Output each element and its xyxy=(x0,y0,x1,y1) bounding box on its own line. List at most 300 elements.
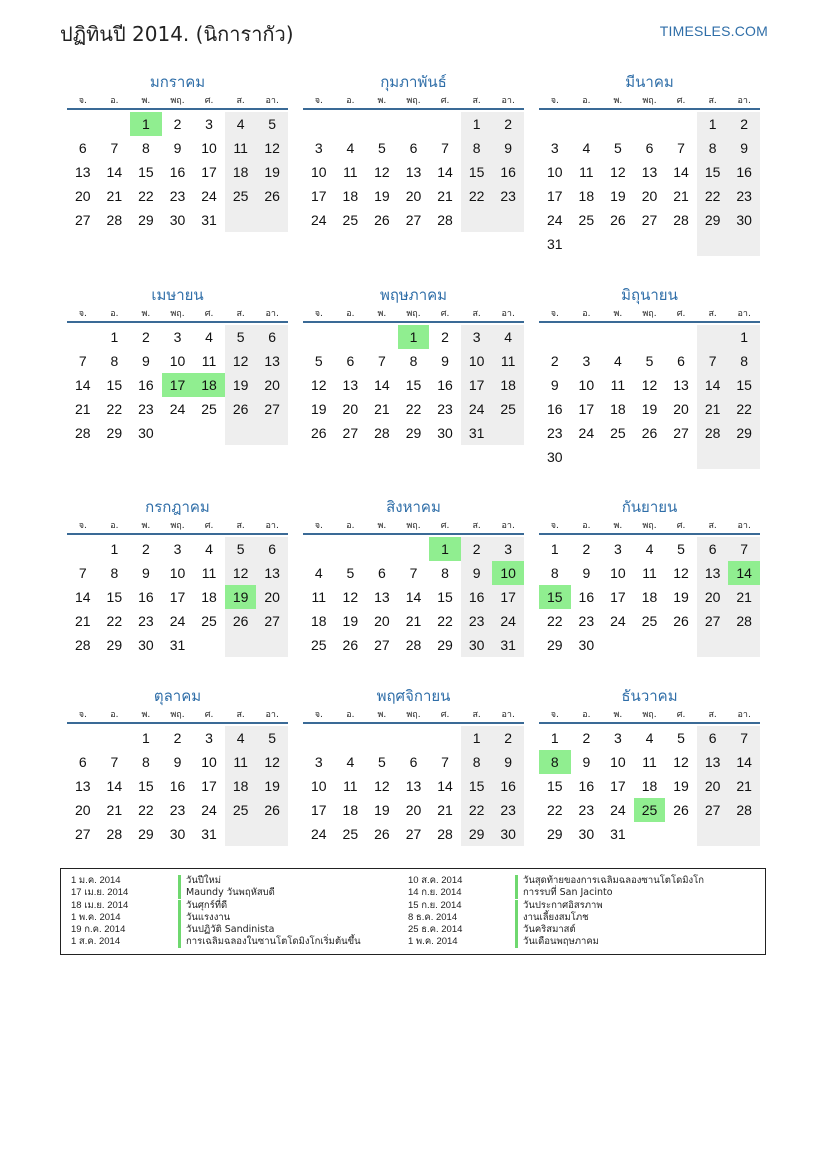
day-cell: 30 xyxy=(437,425,453,441)
day-cell: 20 xyxy=(256,585,288,609)
day-cell: 16 xyxy=(578,589,595,605)
weekend-empty-cell xyxy=(225,633,257,657)
day-cell: 17 xyxy=(610,589,626,605)
day-cell: 8 xyxy=(461,750,493,774)
day-cell: 13 xyxy=(673,377,689,393)
day-cell: 2 xyxy=(728,112,760,136)
day-cell: 4 xyxy=(205,541,213,557)
legend-holiday-name: วันแรงงาน xyxy=(178,912,230,924)
weekday-label: จ. xyxy=(550,96,559,106)
day-cell: 20 xyxy=(74,802,91,818)
day-cell: 6 xyxy=(697,726,729,750)
day-cell: 17 xyxy=(201,778,217,794)
day-cell: 30 xyxy=(578,637,595,653)
month-name: พฤศจิกายน xyxy=(376,687,451,705)
day-cell: 21 xyxy=(405,613,422,629)
weekend-empty-cell xyxy=(256,208,288,232)
day-cell: 16 xyxy=(138,377,154,393)
day-cell: 28 xyxy=(673,212,689,228)
day-cell: 29 xyxy=(106,425,123,441)
weekday-label: ส. xyxy=(472,521,481,531)
weekend-empty-cell xyxy=(697,325,729,349)
day-cell: 7 xyxy=(78,565,87,581)
day-cell: 10 xyxy=(201,140,217,156)
day-cell: 21 xyxy=(673,188,689,204)
day-cell: 30 xyxy=(138,637,154,653)
day-cell: 13 xyxy=(256,561,288,585)
day-cell: 1 xyxy=(728,325,760,349)
day-cell: 27 xyxy=(74,212,91,228)
weekday-label: ส. xyxy=(236,309,245,319)
day-cell: 27 xyxy=(256,609,288,633)
day-cell: 26 xyxy=(225,609,257,633)
day-cell: 1 xyxy=(461,112,493,136)
weekday-label: อา. xyxy=(501,710,515,720)
day-cell: 10 xyxy=(546,164,563,180)
weekday-label: พ. xyxy=(613,521,623,531)
day-cell: 19 xyxy=(610,188,626,204)
day-cell: 25 xyxy=(201,401,217,417)
day-cell: 14 xyxy=(673,164,689,180)
day-cell: 29 xyxy=(546,826,563,842)
day-cell: 30 xyxy=(578,826,595,842)
day-cell: 22 xyxy=(138,188,154,204)
month-name: สิงหาคม xyxy=(386,498,441,516)
day-cell: 2 xyxy=(492,726,524,750)
day-cell: 14 xyxy=(697,373,729,397)
weekday-label: อ. xyxy=(110,521,119,531)
weekday-header xyxy=(539,306,760,323)
weekday-label: ศ. xyxy=(440,710,450,720)
legend-holiday-name: วันศุกร์ที่ดี xyxy=(178,900,227,912)
day-cell: 8 xyxy=(441,565,449,581)
day-cell: 5 xyxy=(614,140,622,156)
holiday-day-cell: 8 xyxy=(539,750,571,774)
day-cell: 3 xyxy=(314,754,323,770)
weekday-header xyxy=(303,707,524,724)
day-cell: 20 xyxy=(256,373,288,397)
day-cell: 28 xyxy=(697,421,729,445)
weekday-label: ส. xyxy=(708,309,717,319)
weekday-label: พ. xyxy=(377,96,387,106)
day-cell: 29 xyxy=(138,826,154,842)
day-cell: 26 xyxy=(610,212,626,228)
day-cell: 16 xyxy=(138,589,154,605)
day-cell: 7 xyxy=(409,565,418,581)
weekend-empty-cell xyxy=(461,208,493,232)
day-cell: 23 xyxy=(169,802,186,818)
day-cell: 22 xyxy=(138,802,154,818)
day-cell: 13 xyxy=(697,561,729,585)
weekday-label: อ. xyxy=(582,710,591,720)
day-cell: 29 xyxy=(106,637,123,653)
day-cell: 4 xyxy=(225,112,257,136)
day-cell: 18 xyxy=(492,373,524,397)
day-cell: 2 xyxy=(441,329,449,345)
day-cell: 18 xyxy=(342,188,359,204)
weekday-label: พฤ. xyxy=(642,710,657,720)
weekday-label: อา. xyxy=(737,96,751,106)
day-cell: 12 xyxy=(673,565,689,581)
weekday-label: พฤ. xyxy=(406,96,421,106)
day-cell: 23 xyxy=(138,401,154,417)
month-name: ธันวาคม xyxy=(621,687,678,705)
day-cell: 6 xyxy=(256,537,288,561)
day-cell: 26 xyxy=(342,637,359,653)
weekday-label: พฤ. xyxy=(642,309,657,319)
day-cell: 3 xyxy=(614,541,622,557)
legend-date: 14 ก.ย. 2014 xyxy=(408,887,462,899)
month-name: เมษายน xyxy=(151,286,204,304)
day-cell: 17 xyxy=(578,401,595,417)
holiday-day-cell: 1 xyxy=(429,537,461,561)
day-cell: 1 xyxy=(550,541,559,557)
day-cell: 22 xyxy=(405,401,422,417)
legend-date: 17 เม.ย. 2014 xyxy=(71,887,129,899)
day-cell: 6 xyxy=(409,754,418,770)
day-cell: 2 xyxy=(461,537,493,561)
day-cell: 12 xyxy=(256,750,288,774)
day-cell: 7 xyxy=(728,726,760,750)
weekday-label: ส. xyxy=(472,96,481,106)
day-cell: 30 xyxy=(728,208,760,232)
day-cell: 17 xyxy=(610,778,626,794)
day-cell: 23 xyxy=(578,802,595,818)
day-cell: 8 xyxy=(142,140,150,156)
day-cell: 13 xyxy=(256,349,288,373)
weekday-label: ศ. xyxy=(440,309,450,319)
weekend-empty-cell xyxy=(225,822,257,846)
day-cell: 19 xyxy=(374,802,390,818)
holiday-day-cell: 10 xyxy=(492,561,524,585)
day-cell: 30 xyxy=(492,822,524,846)
day-cell: 31 xyxy=(546,236,563,252)
day-cell: 2 xyxy=(173,730,182,746)
weekend-empty-cell xyxy=(225,421,257,445)
day-cell: 28 xyxy=(106,212,123,228)
holiday-day-cell: 14 xyxy=(728,561,760,585)
day-cell: 4 xyxy=(582,140,591,156)
day-cell: 16 xyxy=(437,377,453,393)
day-cell: 9 xyxy=(582,565,591,581)
holiday-day-cell: 1 xyxy=(130,112,162,136)
legend-date: 1 ส.ค. 2014 xyxy=(71,936,121,948)
weekday-label: ศ. xyxy=(676,309,686,319)
day-cell: 3 xyxy=(550,140,559,156)
day-cell: 14 xyxy=(74,589,91,605)
legend-date: 15 ก.ย. 2014 xyxy=(408,899,462,911)
day-cell: 27 xyxy=(697,609,729,633)
day-cell: 9 xyxy=(441,353,449,369)
weekday-label: พฤ. xyxy=(170,96,185,106)
day-cell: 12 xyxy=(641,377,658,393)
weekend-empty-cell xyxy=(728,822,760,846)
day-cell: 24 xyxy=(201,802,217,818)
weekday-label: ศ. xyxy=(676,521,686,531)
legend-holiday-name: วันปีใหม่ xyxy=(178,875,221,887)
day-cell: 25 xyxy=(342,212,359,228)
legend-holiday-name: การรบที่ San Jacinto xyxy=(515,887,613,899)
day-cell: 24 xyxy=(610,613,626,629)
month-name: พฤษภาคม xyxy=(379,286,448,304)
legend-date: 18 เม.ย. 2014 xyxy=(71,899,129,911)
weekday-label: จ. xyxy=(314,710,323,720)
day-cell: 9 xyxy=(173,140,182,156)
day-cell: 9 xyxy=(550,377,559,393)
holiday-day-cell: 15 xyxy=(539,585,571,609)
weekend-empty-cell xyxy=(728,232,760,256)
legend-date: 8 ธ.ค. 2014 xyxy=(408,911,458,923)
day-cell: 22 xyxy=(461,184,493,208)
legend-date: 1 ม.ค. 2014 xyxy=(71,875,121,886)
day-cell: 29 xyxy=(405,425,422,441)
weekday-header xyxy=(303,93,524,110)
day-cell: 24 xyxy=(310,826,327,842)
day-cell: 26 xyxy=(673,613,689,629)
day-cell: 20 xyxy=(673,401,689,417)
day-cell: 11 xyxy=(579,164,594,180)
day-cell: 30 xyxy=(169,212,186,228)
weekday-label: จ. xyxy=(314,309,323,319)
day-cell: 7 xyxy=(378,353,386,369)
day-cell: 11 xyxy=(343,778,358,794)
day-cell: 20 xyxy=(374,613,390,629)
day-cell: 22 xyxy=(106,401,123,417)
day-cell: 25 xyxy=(578,212,595,228)
weekday-label: จ. xyxy=(78,710,87,720)
day-cell: 17 xyxy=(310,188,327,204)
day-cell: 6 xyxy=(645,140,654,156)
day-cell: 5 xyxy=(677,730,685,746)
day-cell: 1 xyxy=(550,730,559,746)
day-cell: 21 xyxy=(728,585,760,609)
weekday-label: อา. xyxy=(265,521,279,531)
month-name: ตุลาคม xyxy=(153,687,202,705)
day-cell: 31 xyxy=(492,633,524,657)
weekday-label: จ. xyxy=(550,710,559,720)
weekday-label: จ. xyxy=(550,309,559,319)
weekend-empty-cell xyxy=(256,421,288,445)
day-cell: 3 xyxy=(582,353,591,369)
weekday-header xyxy=(67,93,288,110)
day-cell: 5 xyxy=(314,353,323,369)
day-cell: 18 xyxy=(641,589,658,605)
legend-holiday-name: การเฉลิมฉลองในซานโตโดมิงโกเริ่มต้นขึ้น xyxy=(178,936,361,948)
day-cell: 11 xyxy=(225,750,257,774)
day-cell: 12 xyxy=(374,164,390,180)
weekday-label: พ. xyxy=(141,710,151,720)
weekday-label: ศ. xyxy=(440,96,450,106)
brand-link[interactable]: TIMESLES.COM xyxy=(659,23,768,39)
day-cell: 16 xyxy=(492,774,524,798)
day-cell: 14 xyxy=(437,164,453,180)
day-cell: 6 xyxy=(256,325,288,349)
day-cell: 7 xyxy=(441,754,449,770)
day-cell: 14 xyxy=(74,377,91,393)
day-cell: 10 xyxy=(169,565,186,581)
day-cell: 13 xyxy=(405,778,422,794)
legend-holiday-name: งานเลี้ยงสมโภช xyxy=(515,912,589,924)
month-name: กันยายน xyxy=(621,498,678,516)
day-cell: 23 xyxy=(578,613,595,629)
day-cell: 19 xyxy=(641,401,658,417)
day-cell: 8 xyxy=(409,353,418,369)
day-cell: 28 xyxy=(374,425,390,441)
day-cell: 6 xyxy=(697,537,729,561)
day-cell: 7 xyxy=(728,537,760,561)
day-cell: 2 xyxy=(550,353,559,369)
day-cell: 31 xyxy=(201,826,217,842)
day-cell: 22 xyxy=(106,613,123,629)
legend-date: 10 ส.ค. 2014 xyxy=(408,875,463,886)
weekday-label: อ. xyxy=(346,309,355,319)
day-cell: 29 xyxy=(461,822,493,846)
day-cell: 28 xyxy=(74,637,91,653)
weekday-label: อ. xyxy=(110,96,119,106)
day-cell: 12 xyxy=(225,349,257,373)
day-cell: 4 xyxy=(614,353,622,369)
day-cell: 11 xyxy=(311,589,327,605)
weekday-header xyxy=(67,306,288,323)
day-cell: 18 xyxy=(578,188,595,204)
day-cell: 4 xyxy=(645,541,654,557)
day-cell: 5 xyxy=(346,565,355,581)
day-cell: 27 xyxy=(256,397,288,421)
day-cell: 15 xyxy=(697,160,729,184)
day-cell: 25 xyxy=(225,184,257,208)
day-cell: 16 xyxy=(461,585,493,609)
weekday-label: ศ. xyxy=(204,521,214,531)
weekday-label: จ. xyxy=(314,521,323,531)
day-cell: 3 xyxy=(614,730,622,746)
day-cell: 18 xyxy=(201,589,217,605)
day-cell: 13 xyxy=(374,589,390,605)
holiday-day-cell: 17 xyxy=(162,373,194,397)
weekday-label: พฤ. xyxy=(170,521,185,531)
weekday-label: ส. xyxy=(472,309,481,319)
legend-date: 19 ก.ค. 2014 xyxy=(71,924,126,936)
day-cell: 12 xyxy=(256,136,288,160)
day-cell: 27 xyxy=(342,425,359,441)
day-cell: 18 xyxy=(310,613,327,629)
day-cell: 25 xyxy=(310,637,327,653)
day-cell: 25 xyxy=(201,613,217,629)
day-cell: 21 xyxy=(74,613,91,629)
weekday-label: อ. xyxy=(346,521,355,531)
day-cell: 9 xyxy=(142,353,150,369)
day-cell: 4 xyxy=(346,754,355,770)
day-cell: 22 xyxy=(728,397,760,421)
day-cell: 23 xyxy=(437,401,453,417)
day-cell: 15 xyxy=(138,778,154,794)
weekday-label: อา. xyxy=(265,96,279,106)
weekend-empty-cell xyxy=(728,633,760,657)
day-cell: 29 xyxy=(546,637,563,653)
day-cell: 23 xyxy=(492,184,524,208)
day-cell: 8 xyxy=(110,353,119,369)
day-cell: 15 xyxy=(106,377,123,393)
day-cell: 9 xyxy=(582,754,591,770)
day-cell: 28 xyxy=(728,798,760,822)
weekday-label: ศ. xyxy=(676,96,686,106)
weekend-empty-cell xyxy=(492,208,524,232)
day-cell: 8 xyxy=(697,136,729,160)
day-cell: 17 xyxy=(310,802,327,818)
month-name: กรกฎาคม xyxy=(145,498,210,516)
day-cell: 26 xyxy=(641,425,658,441)
day-cell: 14 xyxy=(106,778,123,794)
day-cell: 11 xyxy=(610,377,626,393)
day-cell: 12 xyxy=(673,754,689,770)
day-cell: 16 xyxy=(492,160,524,184)
holiday-legend xyxy=(60,868,766,955)
day-cell: 9 xyxy=(173,754,182,770)
day-cell: 28 xyxy=(437,212,453,228)
month-name: มีนาคม xyxy=(625,73,674,91)
legend-date: 1 พ.ค. 2014 xyxy=(408,936,458,948)
day-cell: 21 xyxy=(106,802,123,818)
day-cell: 27 xyxy=(74,826,91,842)
day-cell: 5 xyxy=(225,325,257,349)
legend-holiday-name: วันสุดท้ายของการเฉลิมฉลองซานโตโดมิงโก xyxy=(515,875,704,887)
day-cell: 20 xyxy=(697,774,729,798)
day-cell: 2 xyxy=(173,116,182,132)
weekday-label: จ. xyxy=(78,521,87,531)
day-cell: 10 xyxy=(610,754,626,770)
weekday-label: อ. xyxy=(346,710,355,720)
day-cell: 8 xyxy=(142,754,150,770)
day-cell: 5 xyxy=(378,140,386,156)
day-cell: 23 xyxy=(728,184,760,208)
day-cell: 20 xyxy=(641,188,658,204)
weekday-header xyxy=(303,306,524,323)
day-cell: 22 xyxy=(546,802,563,818)
weekday-label: พฤ. xyxy=(406,521,421,531)
weekday-label: พ. xyxy=(377,309,387,319)
weekday-label: พฤ. xyxy=(170,710,185,720)
day-cell: 21 xyxy=(728,774,760,798)
day-cell: 10 xyxy=(201,754,217,770)
day-cell: 26 xyxy=(310,425,327,441)
day-cell: 4 xyxy=(205,329,213,345)
weekday-label: พ. xyxy=(377,710,387,720)
legend-holiday-name: Maundy วันพฤหัสบดี xyxy=(178,887,275,899)
day-cell: 1 xyxy=(110,329,119,345)
weekend-empty-cell xyxy=(697,445,729,469)
day-cell: 17 xyxy=(461,373,493,397)
day-cell: 10 xyxy=(610,565,626,581)
weekday-label: อา. xyxy=(501,309,515,319)
day-cell: 24 xyxy=(546,212,563,228)
day-cell: 10 xyxy=(578,377,595,393)
day-cell: 26 xyxy=(374,826,390,842)
day-cell: 4 xyxy=(645,730,654,746)
day-cell: 5 xyxy=(225,537,257,561)
holiday-day-cell: 18 xyxy=(193,373,225,397)
day-cell: 9 xyxy=(728,136,760,160)
day-cell: 14 xyxy=(106,164,123,180)
weekday-label: พฤ. xyxy=(642,96,657,106)
day-cell: 23 xyxy=(138,613,154,629)
day-cell: 1 xyxy=(142,730,150,746)
day-cell: 21 xyxy=(74,401,91,417)
day-cell: 13 xyxy=(405,164,422,180)
day-cell: 18 xyxy=(225,774,257,798)
day-cell: 17 xyxy=(492,585,524,609)
day-cell: 1 xyxy=(110,541,119,557)
day-cell: 18 xyxy=(342,802,359,818)
day-cell: 2 xyxy=(582,730,591,746)
